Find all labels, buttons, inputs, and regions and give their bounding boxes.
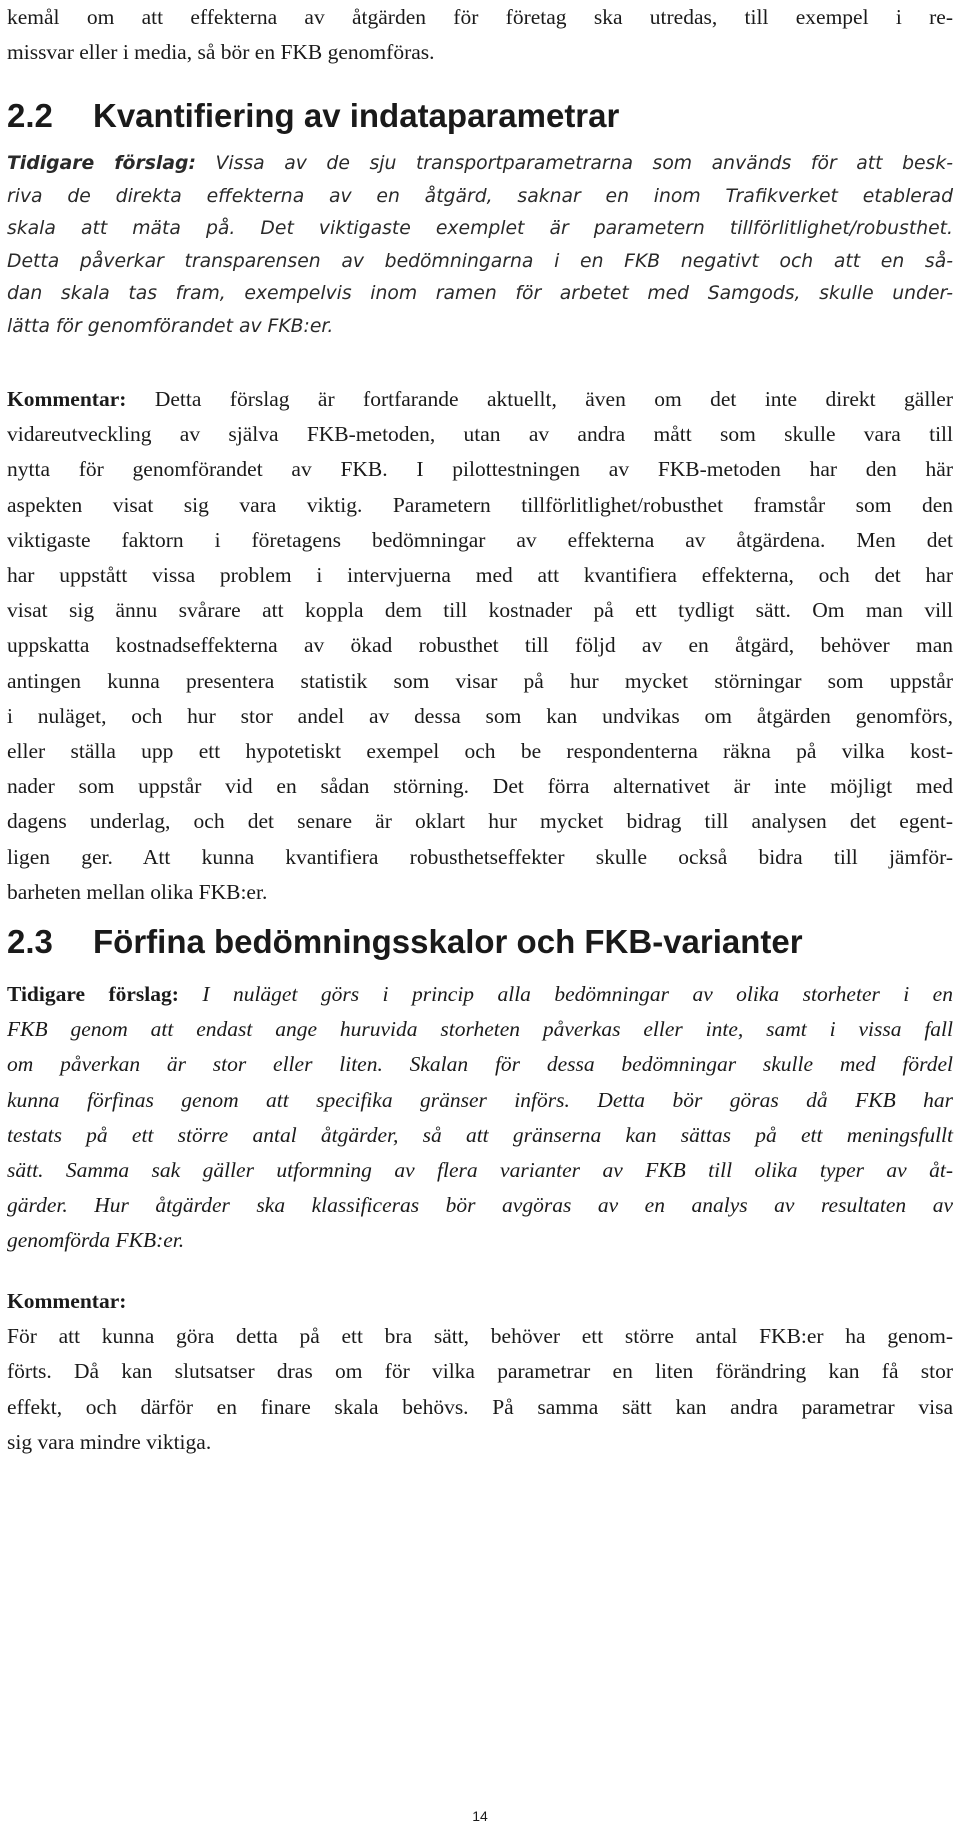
comment-line: nader som uppstår vid en sådan störning. Det förra alternativet är inte möjligt med [7,774,953,799]
proposal-label: Tidigare förslag: [7,153,196,174]
proposal-line: gärder. Hur åtgärder ska klassificeras bör avgöras av en analys av resultaten av [7,1193,953,1218]
proposal-line: Tidigare förslag: I nuläget görs i princip alla bedömningar av olika storheter i en [7,982,953,1006]
proposal-label: Tidigare förslag: [7,982,179,1006]
proposal-paragraph-2-2 [7,148,953,343]
intro-paragraph [7,0,953,70]
comment-paragraph-2-2 [7,382,953,910]
comment-line: har uppstått vissa problem i intervjuerna med att kvantifiera effekterna, och det har [7,563,953,588]
section-number: 2.2 [7,97,53,134]
proposal-line: testats på ett större antal åtgärder, så att gränserna kan sättas på ett meningsfullt [7,1122,953,1147]
comment-paragraph-2-3 [7,1284,953,1460]
page-number: 14 [472,1808,488,1824]
proposal-line: riva de direkta effekterna av en åtgärd, saknar en inom Trafikverket etablerad [7,185,953,207]
comment-line: effekt, och därför en finare skala behövs. På samma sätt kan andra parametrar visa [7,1394,953,1419]
proposal-line: lätta för genomförandet av FKB:er. [7,315,334,337]
proposal-line: dan skala tas fram, exempelvis inom ramen för arbetet med Samgods, skulle under- [7,283,953,304]
proposal-line: Tidigare förslag: Vissa av de sju transportparametrarna som används för att besk- [7,153,953,174]
comment-line: eller ställa upp ett hypotetiskt exempel och be respondenterna räkna på vilka kost- [7,739,953,764]
comment-line: visat sig ännu svårare att koppla dem till kostnader på ett tydligt sätt. Om man vill [7,598,953,623]
intro-line: kemål om att effekterna av åtgärden för företag ska utredas, till exempel i re- [7,5,953,29]
proposal-paragraph-2-3 [7,977,953,1259]
proposal-line: sätt. Samma sak gäller utformning av flera varianter av FKB till olika typer av åt- [7,1158,953,1183]
proposal-line: skala att mäta på. Det viktigaste exemplet är parametern tillförlitlighet/robusthet. [7,218,953,239]
comment-line: nytta för genomförandet av FKB. I pilottestningen av FKB-metoden har den här [7,457,953,482]
intro-line: missvar eller i media, så bör en FKB genomföras. [7,40,435,65]
comment-line: viktigaste faktorn i företagens bedömningar av effekterna av åtgärdena. Men det [7,527,953,552]
comment-line: sig vara mindre viktiga. [7,1429,212,1454]
section-title: Kvantifiering av indataparametrar [93,97,620,134]
comment-line: i nuläget, och hur stor andel av dessa som kan undvikas om åtgärden genomförs, [7,703,953,728]
comment-line: För att kunna göra detta på ett bra sätt, behöver ett större antal FKB:er ha genom- [7,1324,953,1349]
section-number: 2.3 [7,923,53,960]
section-heading-2-3 [7,922,953,962]
comment-line: uppskatta kostnadseffekterna av ökad robusthet till följd av en åtgärd, behöver man [7,633,953,658]
proposal-line: FKB genom att endast ange huruvida storheten påverkas eller inte, samt i vissa fall [7,1017,953,1042]
proposal-line: kunna förfinas genom att specifika gränser införs. Detta bör göras då FKB har [7,1087,953,1112]
comment-line: ligen ger. Att kunna kvantifiera robusthetseffekter skulle också bidra till jämför- [7,844,953,869]
section-heading-2-2 [7,96,953,136]
comment-line: antingen kunna presentera statistik som visar på hur mycket störningar som uppstår [7,668,953,693]
comment-line: vidareutveckling av själva FKB-metoden, utan av andra mått som skulle vara till [7,422,953,447]
comment-line: barheten mellan olika FKB:er. [7,879,268,904]
comment-label: Kommentar: [7,1289,127,1313]
proposal-line: Detta påverkar transparensen av bedömningarna i en FKB negativt och att en så- [7,250,953,272]
comment-line: Kommentar: Detta förslag är fortfarande aktuellt, även om det inte direkt gäller [7,387,953,411]
comment-label: Kommentar: [7,387,127,411]
comment-line: förts. Då kan slutsatser dras om för vilka parametrar en liten förändring kan få stor [7,1359,953,1384]
comment-line: aspekten visat sig vara viktig. Parametern tillförlitlighet/robusthet framstår som den [7,492,953,517]
section-title: Förfina bedömningsskalor och FKB-varianter [93,923,803,960]
comment-line: dagens underlag, och det senare är oklart hur mycket bidrag till analysen det egent- [7,809,953,834]
proposal-line: genomförda FKB:er. [7,1228,185,1253]
proposal-line: om påverkan är stor eller liten. Skalan för dessa bedömningar skulle med fördel [7,1052,953,1077]
